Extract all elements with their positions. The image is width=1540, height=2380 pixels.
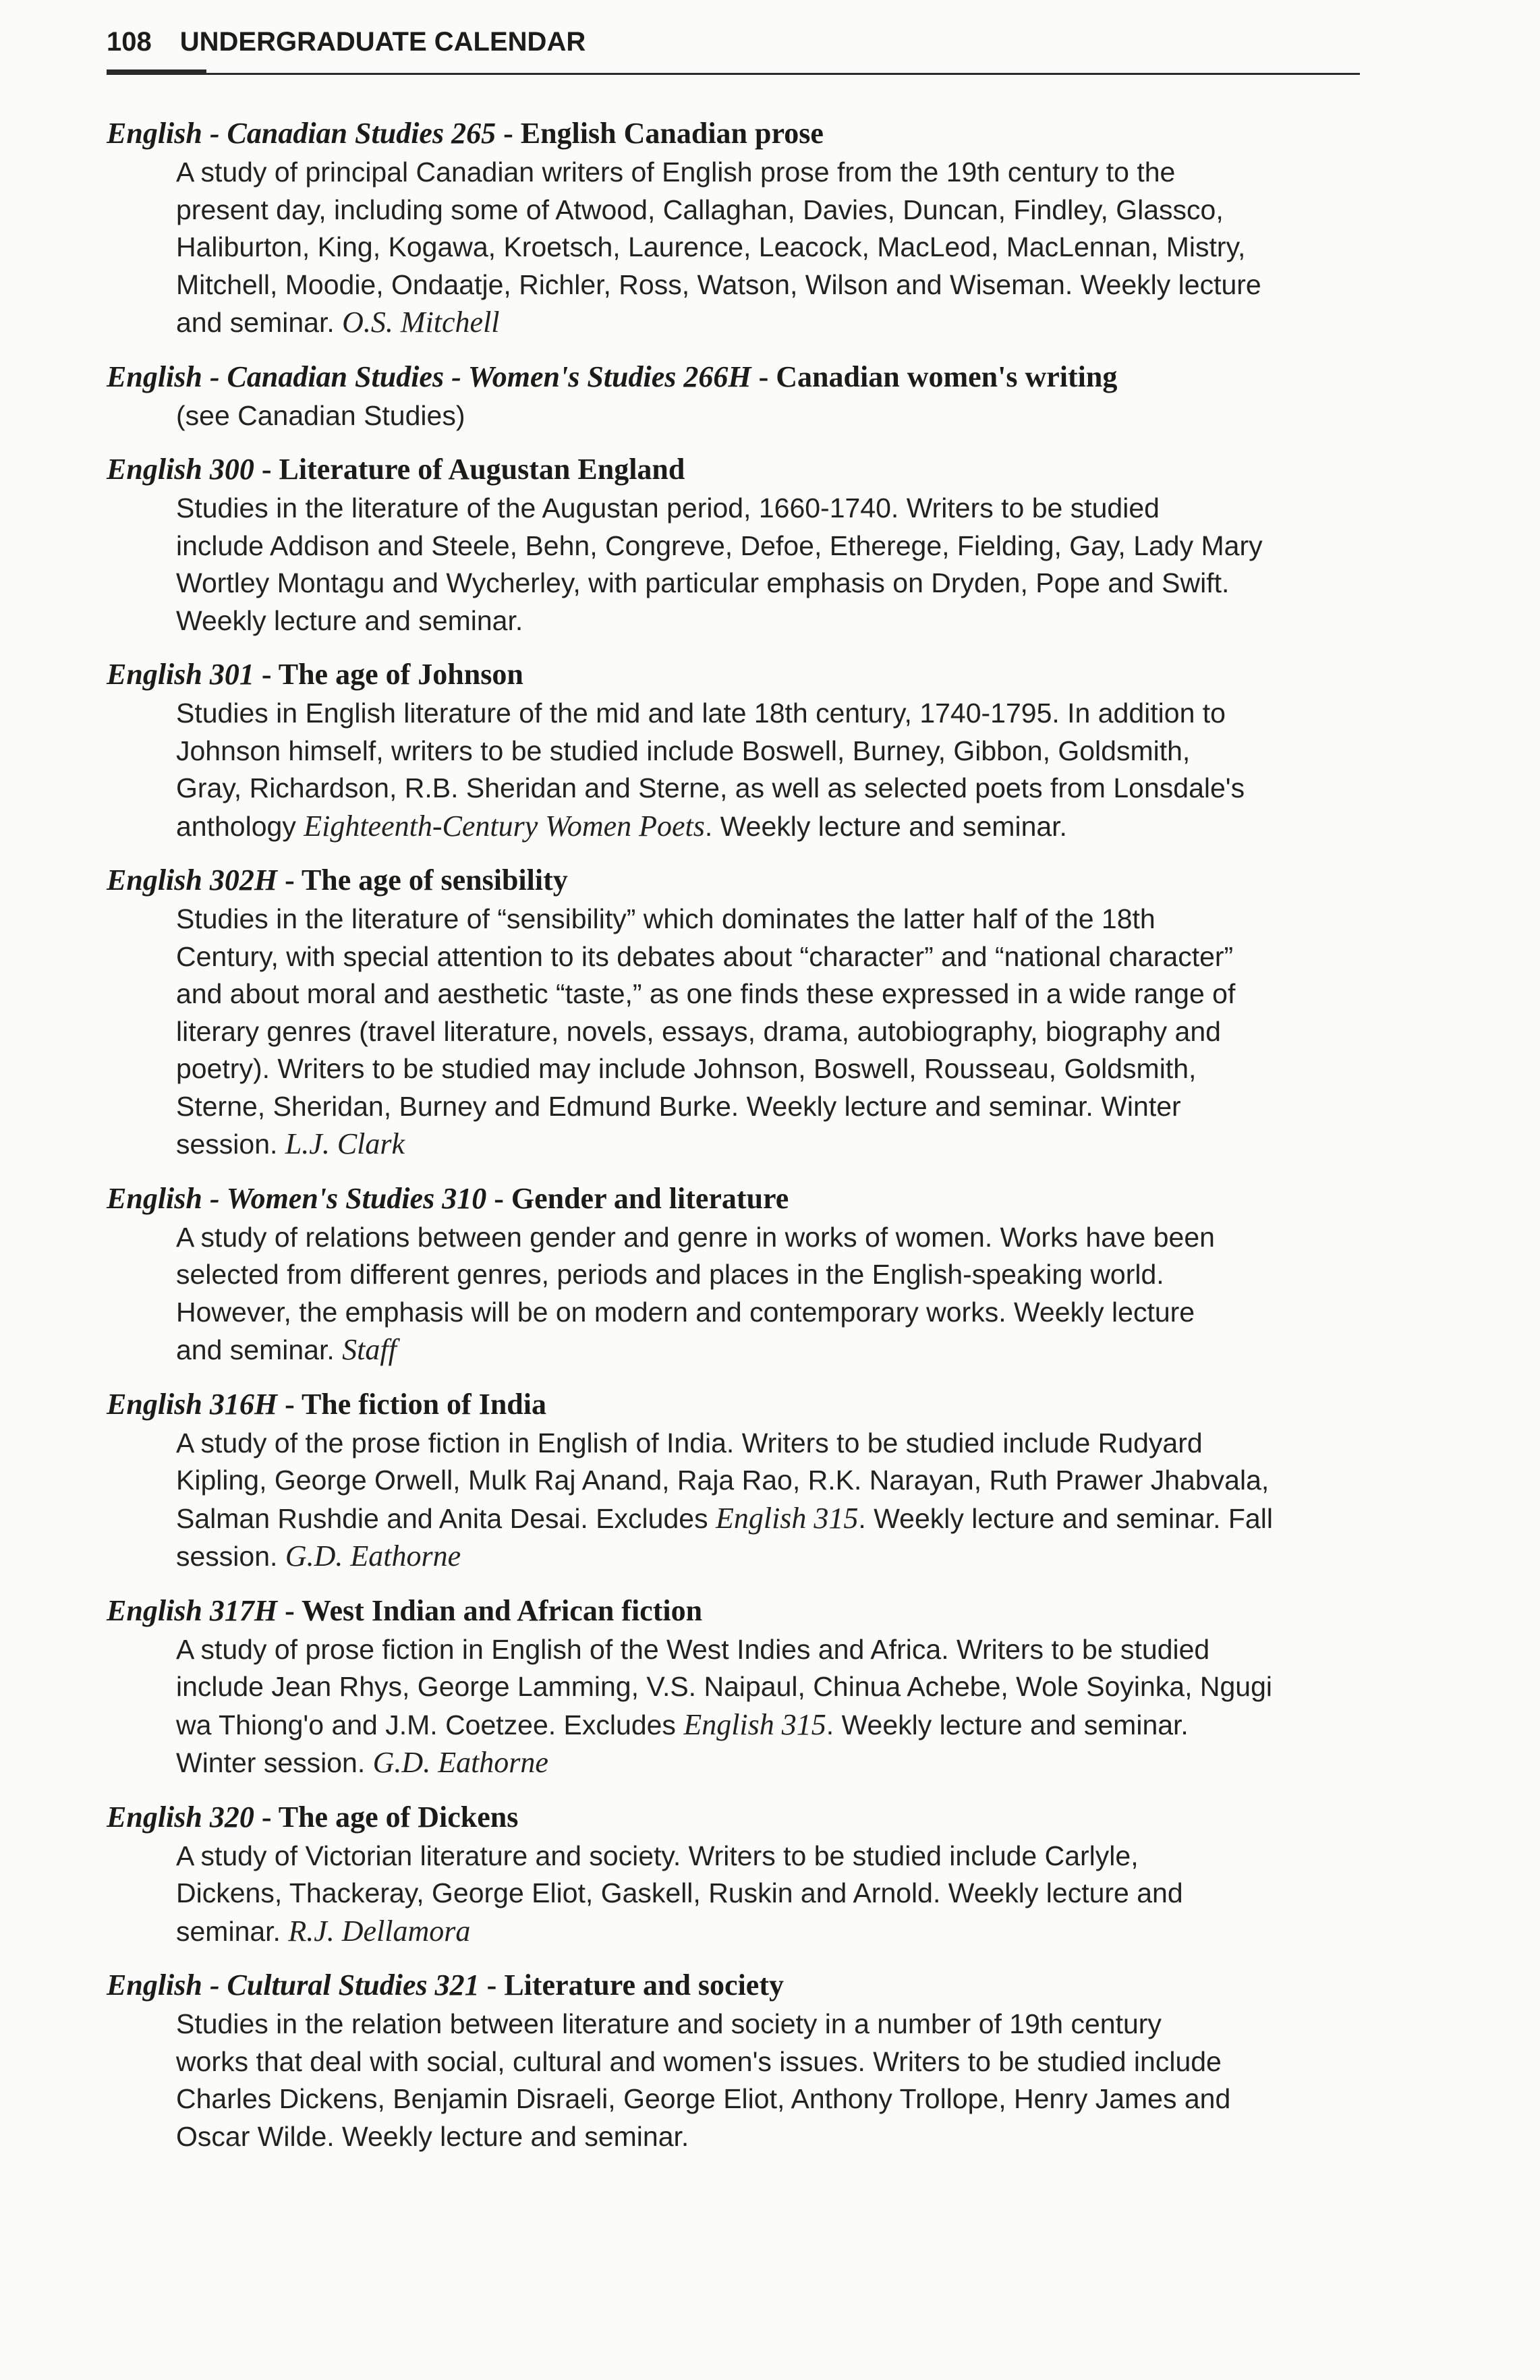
description-text: Gray, Richardson, R.B. Sheridan and Sterne, as well as selected poets from Lonsdale's [176,772,1245,803]
course-description [176,490,1361,640]
description-text: seminar. [176,1915,289,1947]
course-code: English 316H [107,1387,278,1421]
course-name: Literature and society [504,1968,784,2002]
page-header [107,27,1361,57]
description-text: Salman Rushdie and Anita Desai. Excludes [176,1502,716,1534]
book-title: Eighteenth-Century Women Poets [304,809,705,843]
course-description [176,1631,1361,1782]
description-text: wa Thiong'o and J.M. Coetzee. Excludes [176,1709,684,1740]
description-line [176,1706,1361,1745]
course-entry [107,115,1361,342]
course-list [107,115,1361,2172]
description-line [176,1838,1361,1875]
description-line [176,1013,1361,1051]
description-text: A study of prose fiction in English of the West Indies and Africa. Writers to be studied [176,1633,1210,1665]
description-line [176,1462,1361,1500]
description-line [176,192,1361,229]
course-code: English 301 [107,658,254,691]
course-name: The age of sensibility [301,863,568,897]
course-title [107,1798,1361,1836]
description-line [176,1294,1361,1332]
description-text: Johnson himself, writers to be studied include Boswell, Burney, Gibbon, Goldsmith, [176,735,1191,766]
description-text: A study of Victorian literature and society. Writers to be studied include Carlyle, [176,1840,1139,1871]
description-line [176,528,1361,565]
course-entry [107,1180,1361,1369]
description-line [176,2043,1361,2081]
description-line [176,304,1361,342]
instructor-name: O.S. Mitchell [342,306,500,339]
course-title [107,1592,1361,1630]
instructor-name: L.J. Clark [285,1127,405,1160]
title-separator: - [277,1387,302,1421]
description-text: Studies in the literature of “sensibility” which dominates the latter half of the 18th [176,903,1156,934]
course-entry [107,358,1361,435]
course-code: English 300 [107,453,254,486]
course-title [107,1386,1361,1423]
course-description [176,1425,1361,1576]
description-text: Charles Dickens, Benjamin Disraeli, George Eliot, Anthony Trollope, Henry James and [176,2083,1231,2114]
course-title [107,1966,1361,2004]
course-name: The fiction of India [301,1387,546,1421]
description-text: and about moral and aesthetic “taste,” as one finds these expressed in a wide range of [176,978,1236,1009]
description-line [176,1256,1361,1294]
course-description [176,2006,1361,2155]
description-line [176,770,1361,808]
course-name: West Indian and African fiction [301,1593,703,1627]
page-number: 108 [107,27,152,57]
description-line [176,1668,1361,1706]
course-description [176,1838,1361,1951]
description-text: session. [176,1541,285,1572]
description-line [176,1050,1361,1088]
description-line [176,2118,1361,2156]
description-line [176,1219,1361,1257]
course-title [107,656,1361,693]
description-line [176,2006,1361,2043]
course-description [176,154,1361,342]
title-separator: - [277,1593,302,1627]
description-line [176,1425,1361,1463]
course-reference: English 315 [683,1707,826,1741]
description-text: selected from different genres, periods and places in the English-speaking world. [176,1259,1164,1290]
course-entry [107,1592,1361,1782]
title-separator: - [254,453,279,486]
description-text: However, the emphasis will be on modern and contemporary works. Weekly lecture [176,1296,1195,1328]
course-title [107,115,1361,152]
description-text: and seminar. [176,307,343,338]
instructor-name: G.D. Eathorne [372,1746,548,1779]
description-text: anthology [176,810,304,842]
description-line [176,733,1361,770]
course-entry [107,656,1361,845]
description-line [176,1500,1361,1538]
description-text: . Weekly lecture and seminar. [826,1709,1189,1740]
description-line [176,901,1361,938]
description-line [176,490,1361,528]
description-line [176,695,1361,733]
description-text: include Addison and Steele, Behn, Congreve, Defoe, Etherege, Fielding, Gay, Lady Mary [176,530,1263,561]
description-line [176,1913,1361,1951]
course-entry [107,1386,1361,1576]
description-line [176,1088,1361,1126]
description-line [176,565,1361,602]
description-text: A study of the prose fiction in English of India. Writers to be studied include Rudyard [176,1427,1203,1458]
instructor-name: R.J. Dellamora [288,1914,471,1948]
description-text: Kipling, George Orwell, Mulk Raj Anand, Raja Rao, R.K. Narayan, Ruth Prawer Jhabvala, [176,1465,1270,1496]
description-text: literary genres (travel literature, novels, essays, drama, autobiography, biography and [176,1015,1221,1047]
description-text: include Jean Rhys, George Lamming, V.S. Naipaul, Chinua Achebe, Wole Soyinka, Ngugi [176,1671,1273,1702]
description-text: session. [176,1129,285,1160]
description-text: Winter session. [176,1747,373,1778]
course-code: English 302H [107,863,278,897]
description-text: Weekly lecture and seminar. [176,604,523,636]
description-text: Studies in the relation between literature and society in a number of 19th century [176,2008,1162,2039]
course-code: English - Cultural Studies 321 [107,1968,480,2002]
title-separator: - [254,658,279,691]
title-separator: - [277,863,302,897]
course-name: The age of Johnson [278,658,523,691]
course-code: English 317H [107,1593,278,1627]
description-text: Studies in English literature of the mid and late 18th century, 1740-1795. In addition to [176,698,1226,729]
description-text: . Weekly lecture and seminar. Fall [858,1502,1273,1534]
description-line [176,1744,1361,1782]
description-line [176,938,1361,976]
description-text: Wortley Montagu and Wycherley, with particular emphasis on Dryden, Pope and Swift. [176,567,1230,598]
course-code: English - Canadian Studies - Women's Studies 266H [107,360,751,393]
title-separator: - [254,1800,279,1834]
description-line [176,808,1361,846]
title-separator: - [479,1968,505,2002]
course-entry [107,1966,1361,2155]
course-code: English - Canadian Studies 265 [107,117,496,150]
course-description [176,695,1361,845]
course-title [107,451,1361,488]
description-text: and seminar. [176,1334,343,1365]
description-text: Dickens, Thackeray, George Eliot, Gaskell, Ruskin and Arnold. Weekly lecture and [176,1877,1183,1908]
description-text: Haliburton, King, Kogawa, Kroetsch, Laurence, Leacock, MacLeod, MacLennan, Mistry, [176,231,1246,262]
course-entry [107,861,1361,1164]
description-text: poetry). Writers to be studied may include Johnson, Boswell, Rousseau, Goldsmith, [176,1053,1197,1084]
course-name: The age of Dickens [278,1800,519,1834]
header-rule-thick [107,69,206,75]
description-line [176,2080,1361,2118]
description-line [176,397,1361,435]
instructor-name: Staff [342,1333,397,1366]
course-entry [107,451,1361,640]
description-line [176,154,1361,192]
description-line [176,1537,1361,1576]
course-reference: English 315 [715,1501,859,1535]
description-line [176,975,1361,1013]
title-separator: - [496,117,521,150]
description-text: Century, with special attention to its debates about “character” and “national character” [176,940,1234,972]
course-name: Literature of Augustan England [279,453,685,486]
description-line [176,1631,1361,1669]
description-line [176,1125,1361,1164]
course-description [176,901,1361,1164]
header-rule [206,73,1360,75]
course-title [107,358,1361,396]
course-title [107,861,1361,899]
description-text: Mitchell, Moodie, Ondaatje, Richler, Ross, Watson, Wilson and Wiseman. Weekly lecture [176,268,1261,300]
title-separator: - [486,1181,511,1215]
course-description [176,1219,1361,1369]
course-description [176,397,1361,435]
description-text: Oscar Wilde. Weekly lecture and seminar. [176,2120,689,2152]
description-text: works that deal with social, cultural and women's issues. Writers to be studied include [176,2045,1222,2077]
course-name: Canadian women's writing [776,360,1118,393]
description-line [176,1331,1361,1369]
course-entry [107,1798,1361,1951]
course-title [107,1180,1361,1218]
description-text: Studies in the literature of the Augustan period, 1660-1740. Writers to be studied [176,492,1160,523]
description-text: present day, including some of Atwood, Callaghan, Davies, Duncan, Findley, Glassco, [176,194,1224,225]
course-name: Gender and literature [511,1181,789,1215]
description-line [176,602,1361,640]
description-line [176,229,1361,266]
description-text: A study of principal Canadian writers of English prose from the 19th century to the [176,157,1176,188]
description-text: A study of relations between gender and genre in works of women. Works have been [176,1221,1215,1253]
description-text: . Weekly lecture and seminar. [704,810,1067,842]
description-text: Sterne, Sheridan, Burney and Edmund Burke. Weekly lecture and seminar. Winter [176,1090,1181,1122]
instructor-name: G.D. Eathorne [285,1539,461,1572]
description-line [176,1875,1361,1913]
description-text: (see Canadian Studies) [176,399,465,431]
running-title: UNDERGRADUATE CALENDAR [179,27,586,57]
course-name: English Canadian prose [520,117,824,150]
course-code: English 320 [107,1800,254,1834]
course-code: English - Women's Studies 310 [107,1181,487,1215]
title-separator: - [751,360,776,393]
description-line [176,266,1361,304]
